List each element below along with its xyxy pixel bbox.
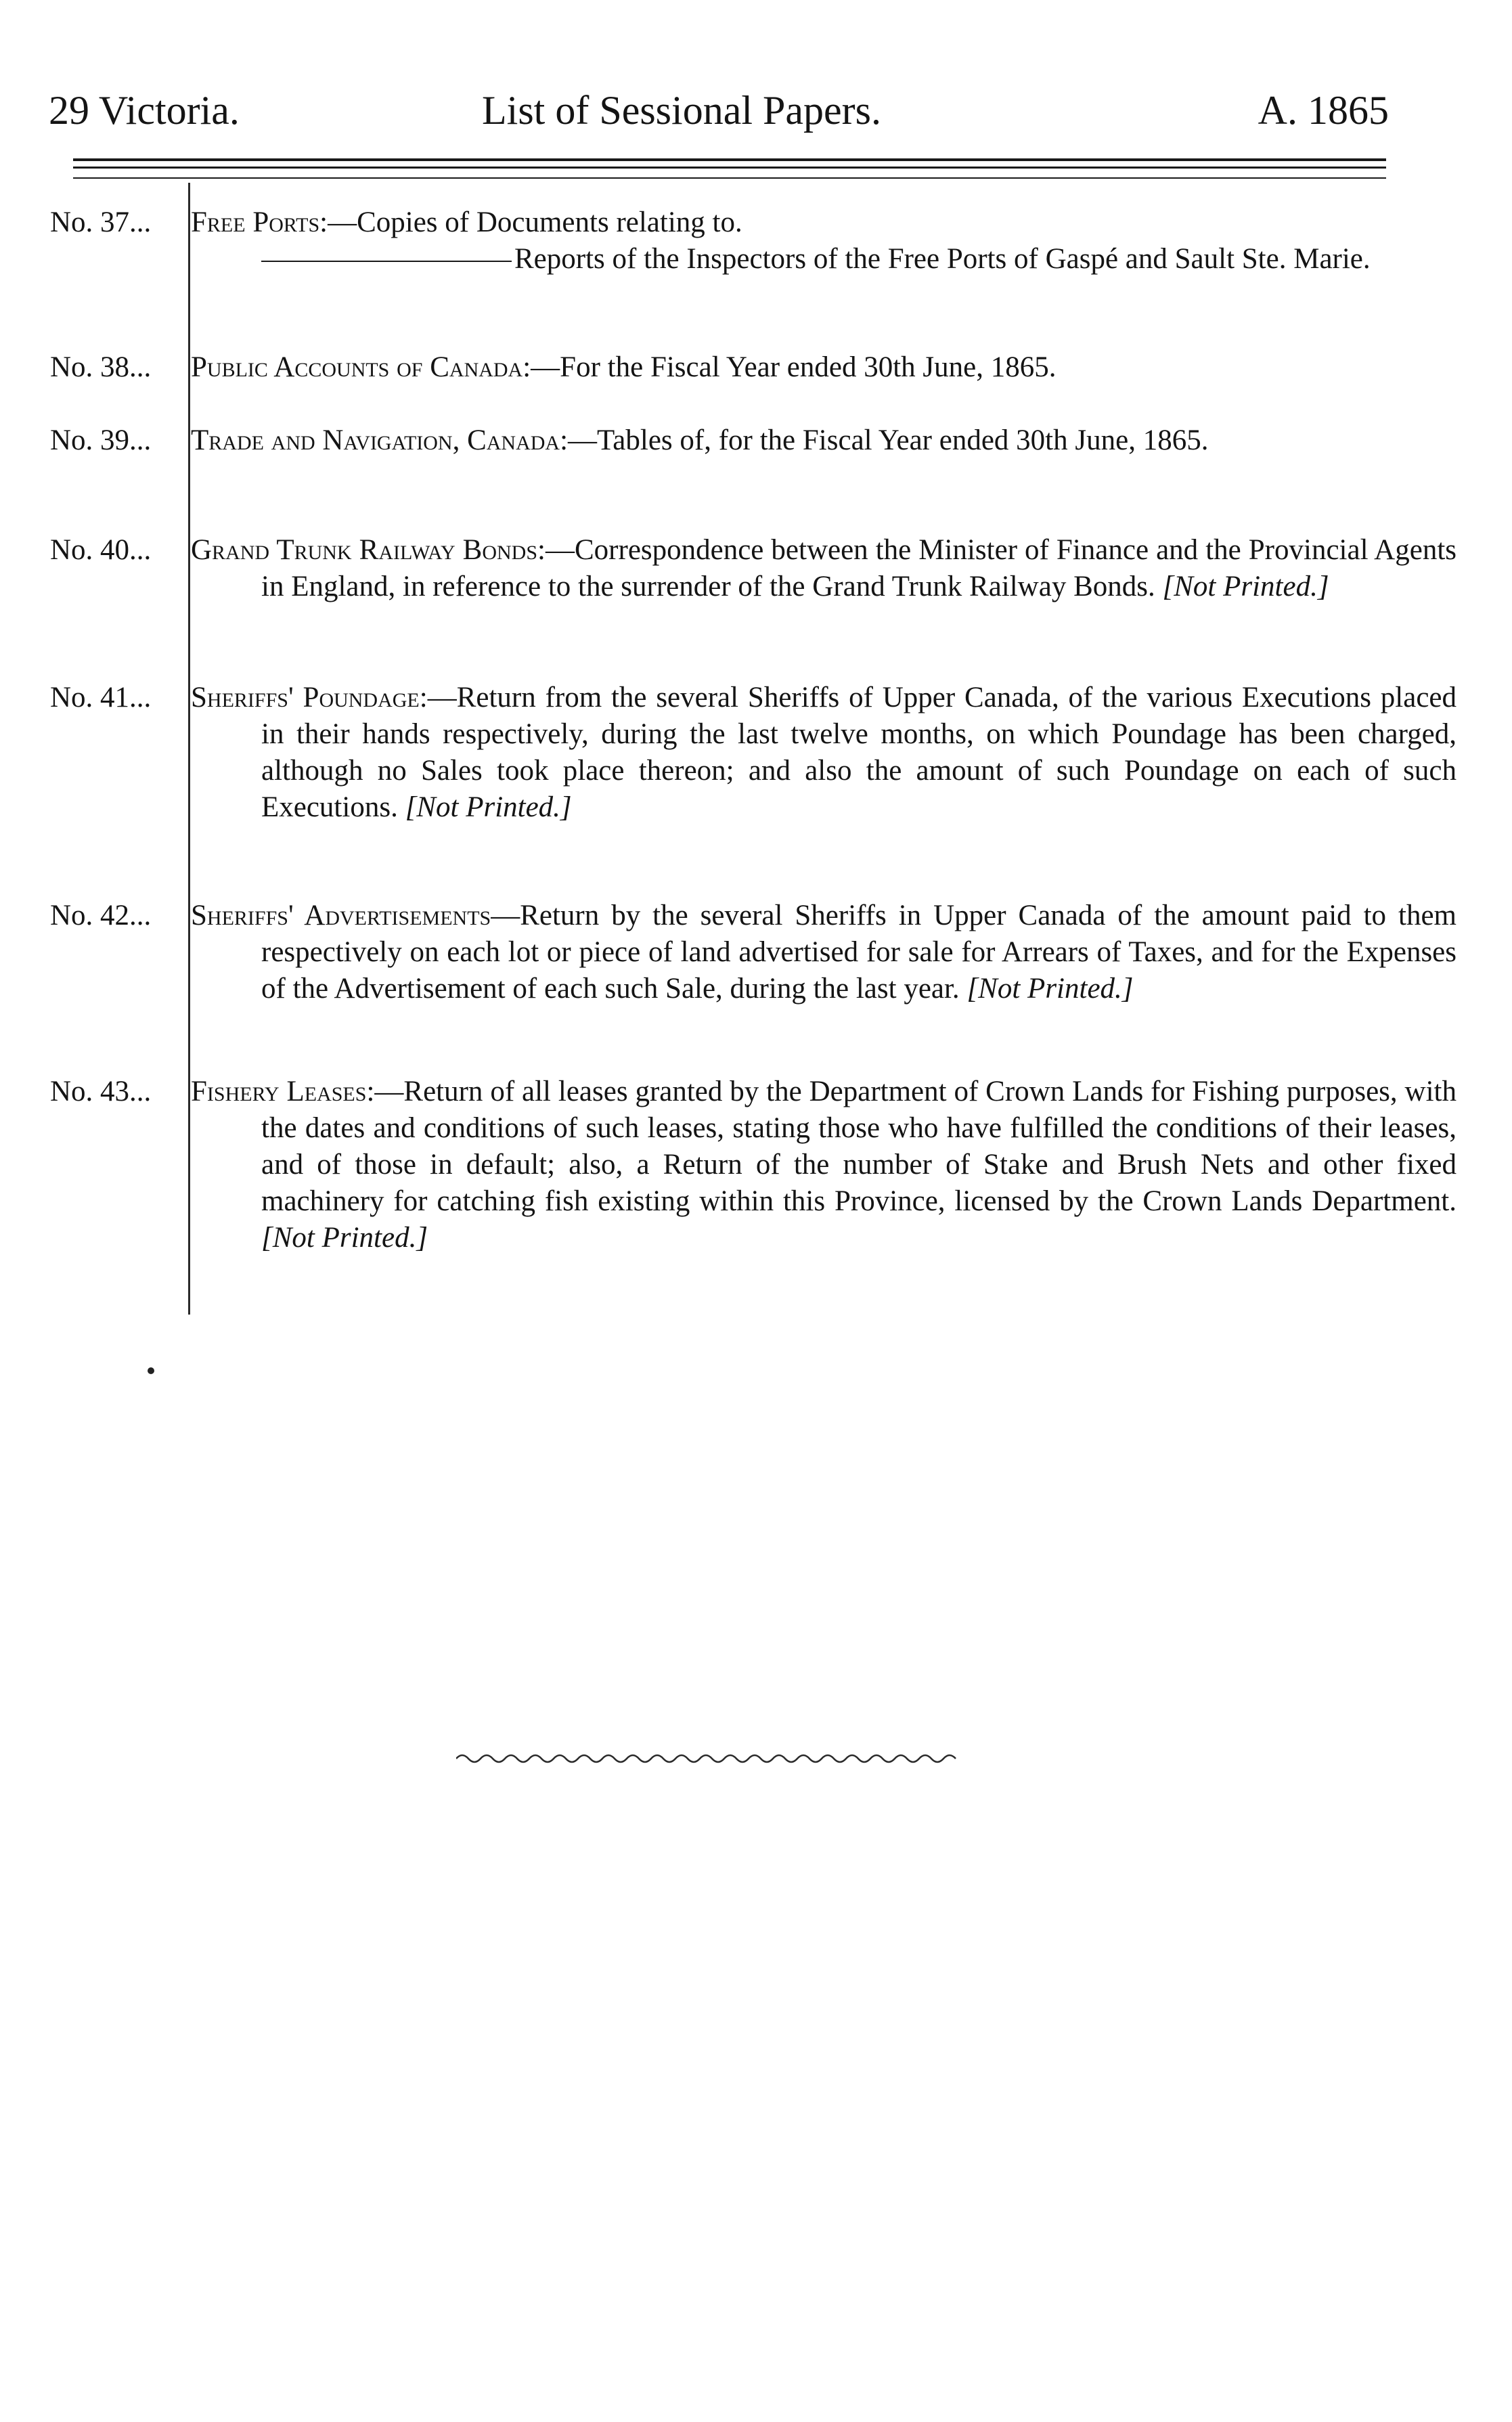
running-head-year: A. 1865 bbox=[1258, 88, 1389, 133]
entry-text: :—Tables of, for the Fiscal Year ended 30th June, 1865. bbox=[560, 424, 1209, 456]
header-rule-middle bbox=[73, 167, 1386, 169]
entry-body bbox=[191, 680, 1457, 826]
running-head-title: List of Sessional Papers. bbox=[482, 88, 881, 133]
entry-body bbox=[191, 532, 1457, 605]
entry-number: No. 40... bbox=[50, 534, 152, 566]
not-printed-note: [Not Printed.] bbox=[966, 973, 1134, 1005]
running-head-session: 29 Victoria. bbox=[49, 88, 240, 133]
entry-number: No. 37... bbox=[50, 206, 152, 238]
entry-text: :—For the Fiscal Year ended 30th June, 1865. bbox=[522, 351, 1057, 383]
entry-heading: Sheriffs' Poundage bbox=[191, 682, 420, 713]
header-rule-thick bbox=[73, 158, 1386, 161]
entry-number: No. 38... bbox=[50, 351, 152, 383]
entry-heading: Public Accounts of Canada bbox=[191, 351, 523, 383]
entry-body bbox=[191, 422, 1457, 459]
entry-number: No. 41... bbox=[50, 682, 152, 713]
header-rule-thin bbox=[73, 177, 1386, 179]
entry-text: :—Correspondence between the Minister of Finance and the Provincial Agents in England, in reference to the surrender of the Grand Trunk Railway Bonds. bbox=[261, 534, 1457, 602]
entry-text: :—Return from the several Sheriffs of Upper Canada, of the various Executions placed in their hands respectively, during the last twelve months, on which Poundage has been charged, although no Sales took place thereon; and also the amount of such Poundage on each of such Executions. bbox=[261, 682, 1457, 823]
entry-number: No. 43... bbox=[50, 1076, 152, 1107]
entry-heading: Trade and Navigation, Canada bbox=[191, 424, 560, 456]
entry-text: :—Return of all leases granted by the Department of Crown Lands for Fishing purposes, with the dates and conditions of such leases, stating those who have fulfilled the conditions of their leases, and of those in default; also, a Return of the number of Stake and Brush Nets and other fixed machinery for catching fish existing within this Province, licensed by the Crown Lands Department. bbox=[261, 1076, 1457, 1217]
entry-number: No. 42... bbox=[50, 900, 152, 931]
entry-text: :—Copies of Documents relating to. bbox=[319, 206, 742, 238]
entry-number: No. 39... bbox=[50, 424, 152, 456]
not-printed-note: [Not Printed.] bbox=[1162, 571, 1329, 602]
running-head bbox=[49, 80, 1389, 141]
not-printed-note: [Not Printed.] bbox=[261, 1222, 428, 1254]
entry-body bbox=[191, 1074, 1457, 1256]
entry-heading: Fishery Leases bbox=[191, 1076, 367, 1107]
entry-subtext: Reports of the Inspectors of the Free Ports of Gaspé and Sault Ste. Marie. bbox=[514, 243, 1371, 275]
entry-heading: Free Ports bbox=[191, 206, 320, 238]
ink-dot bbox=[148, 1367, 154, 1374]
entry-heading: Sheriffs' Advertisements bbox=[191, 900, 491, 931]
entry-body bbox=[191, 349, 1457, 386]
entry-text: —Return by the several Sheriffs in Upper Canada of the amount paid to them respectively on each lot or piece of land advertised for sale for Arrears of Taxes, and for the Expenses of the Advertisement of each such Sale, during the last year. bbox=[261, 900, 1457, 1005]
wavy-rule-ornament bbox=[456, 1751, 957, 1767]
not-printed-note: [Not Printed.] bbox=[405, 791, 572, 823]
entry-body bbox=[191, 204, 1457, 278]
ditto-rule bbox=[261, 261, 512, 262]
entry-heading: Grand Trunk Railway Bonds bbox=[191, 534, 538, 566]
entry-body bbox=[191, 898, 1457, 1007]
